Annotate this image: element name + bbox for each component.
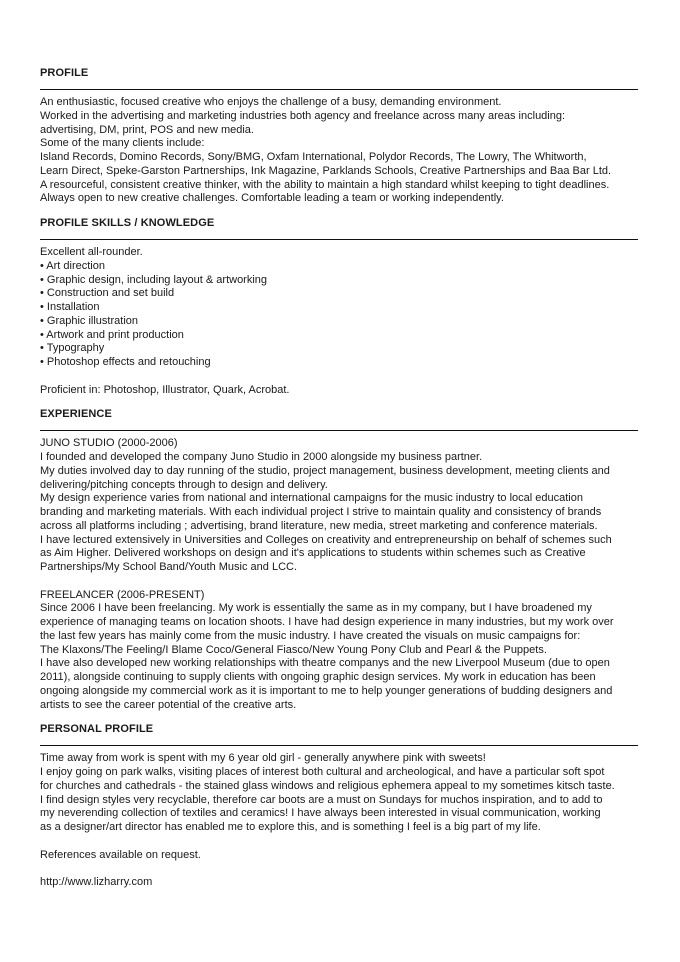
personal-heading: PERSONAL PROFILE bbox=[40, 723, 154, 736]
personal-section bbox=[40, 722, 638, 890]
job-title: FREELANCER (2006-PRESENT) bbox=[40, 588, 205, 601]
skill-item: • Art direction bbox=[40, 259, 105, 272]
job-line: My duties involved day to day running of the studio, project management, business development, meeting clients and bbox=[40, 464, 610, 477]
section-divider bbox=[40, 89, 638, 90]
personal-line: for churches and cathedrals - the stained glass windows and religious ephemera appeal to my sometimes kitsch taste. bbox=[40, 779, 615, 792]
job-line: Partnerships/My School Band/Youth Music and LCC. bbox=[40, 561, 298, 573]
personal-line: my neverending collection of textiles and ceramics! I have always been interested in visual communication, working bbox=[40, 807, 601, 820]
profile-line: advertising, DM, print, POS and new media. bbox=[40, 123, 254, 136]
job-line: branding and marketing materials. With each individual project I strive to maintain quality and consistency of brands bbox=[40, 506, 602, 518]
job-line: as Aim Higher. Delivered workshops on design and it's applications to students within schemes such as Creative bbox=[40, 547, 586, 560]
skill-item: • Photoshop effects and retouching bbox=[40, 356, 211, 368]
profile-line: Learn Direct, Speke-Garston Partnerships, Ink Magazine, Parklands Schools, Creative Partnerships and Baa Bar Ltd. bbox=[40, 164, 612, 177]
personal-line: I find design styles very recyclable, therefore car boots are a must on Sundays for muchos inspiration, and to add to bbox=[40, 793, 603, 806]
job-title: JUNO STUDIO (2000-2006) bbox=[40, 437, 178, 450]
profile-heading: PROFILE bbox=[40, 67, 89, 79]
job-line: across all platforms including ; advertising, brand literature, new media, street marketing and conference materials. bbox=[40, 519, 598, 532]
skills-section bbox=[40, 216, 638, 397]
job-line: Since 2006 I have been freelancing. My work is essentially the same as in my company, but I have broadened my bbox=[40, 602, 592, 615]
job-line: I have lectured extensively in Universities and Colleges on creativity and entrepreneurship on behalf of schemes such bbox=[40, 533, 612, 546]
juno-studio-entry bbox=[40, 437, 638, 575]
skill-item: • Construction and set build bbox=[40, 287, 175, 300]
job-line: the last few years has mainly come from the music industry. I have created the visuals on music campaigns for: bbox=[40, 629, 581, 642]
profile-line: Some of the many clients include: bbox=[40, 137, 205, 150]
profile-line: A resourceful, consistent creative thinker, with the ability to maintain a high standard whilst keeping to tight deadlines. bbox=[40, 178, 610, 191]
skills-intro: Excellent all-rounder. bbox=[40, 246, 143, 258]
skill-item: • Typography bbox=[40, 342, 105, 355]
section-divider bbox=[40, 745, 638, 746]
job-line: My design experience varies from national and international campaigns for the music industry to local education bbox=[40, 492, 583, 505]
website-link[interactable]: http://www.lizharry.com bbox=[40, 876, 153, 888]
job-line: artists to see the career potential of the creative arts. bbox=[40, 698, 297, 711]
references-note: References available on request. bbox=[40, 848, 201, 861]
skills-heading: PROFILE SKILLS / KNOWLEDGE bbox=[40, 217, 215, 229]
cv-document bbox=[40, 66, 638, 890]
section-divider bbox=[40, 430, 638, 431]
profile-line: An enthusiastic, focused creative who enjoys the challenge of a busy, demanding environment. bbox=[40, 96, 502, 108]
section-divider bbox=[40, 239, 638, 240]
skill-item: • Artwork and print production bbox=[40, 328, 184, 341]
job-line: I founded and developed the company Juno Studio in 2000 alongside my business partner. bbox=[40, 451, 483, 463]
skill-item: • Graphic design, including layout & artworking bbox=[40, 273, 268, 286]
profile-section bbox=[40, 66, 638, 206]
profile-line: Worked in the advertising and marketing industries both agency and freelance across many areas including: bbox=[40, 109, 566, 122]
freelancer-entry bbox=[40, 589, 638, 713]
job-line: delivering/pitching concepts through to design and delivery. bbox=[40, 478, 328, 491]
skill-item: • Installation bbox=[40, 301, 100, 313]
skill-item: • Graphic illustration bbox=[40, 314, 139, 327]
job-line: 2011), alongside continuing to supply clients with ongoing graphic design services. My work in education has been bbox=[40, 671, 596, 683]
job-line: ongoing alongside my commercial work as it is important to me to help younger generations of budding designers and bbox=[40, 684, 613, 697]
proficient-line: Proficient in: Photoshop, Illustrator, Quark, Acrobat. bbox=[40, 383, 290, 396]
personal-line: Time away from work is spent with my 6 year old girl - generally anywhere pink with sweets! bbox=[40, 752, 486, 765]
personal-line: I enjoy going on park walks, visiting places of interest both cultural and archeological, and have a particular soft spot bbox=[40, 766, 605, 778]
profile-line: Always open to new creative challenges. Comfortable leading a team or working independently. bbox=[40, 192, 504, 205]
experience-section bbox=[40, 407, 638, 712]
profile-line: Island Records, Domino Records, Sony/BMG, Oxfam International, Polydor Records, The Lowry, The Whitworth, bbox=[40, 151, 587, 163]
job-line: I have also developed new working relationships with theatre companys and the new Liverpool Museum (due to open bbox=[40, 657, 610, 670]
personal-line: as a designer/art director has enabled me to explore this, and is something I feel is a big part of my life. bbox=[40, 821, 541, 833]
job-line: The Klaxons/The Feeling/I Blame Coco/General Fiasco/New Young Pony Club and Pearl & the Puppets. bbox=[40, 643, 547, 656]
experience-heading: EXPERIENCE bbox=[40, 408, 112, 421]
job-line: experience of managing teams on location shoots. I have had design experience in many industries, but my work over bbox=[40, 616, 614, 628]
